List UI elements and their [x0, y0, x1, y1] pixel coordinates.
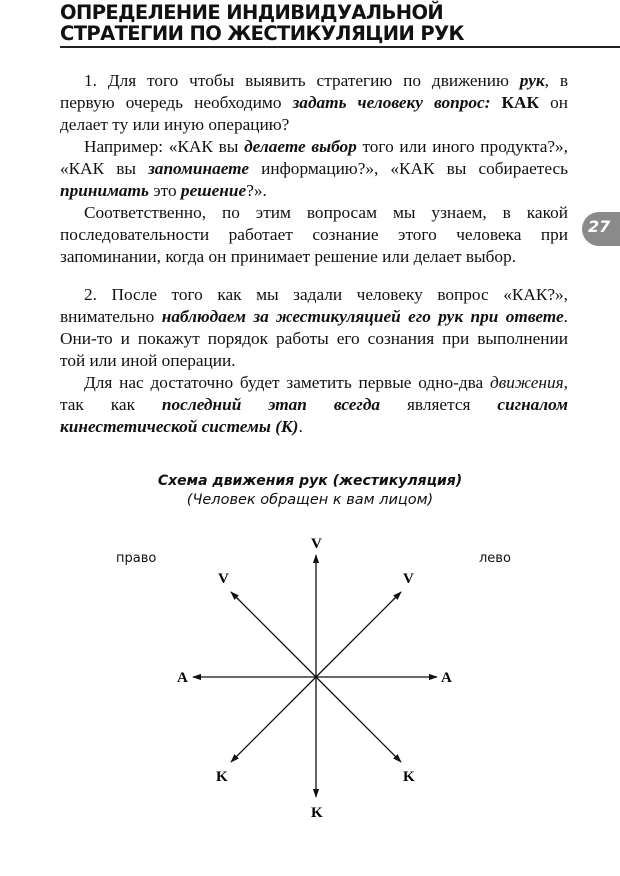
arrow-up-right	[316, 592, 401, 677]
header-title-line-1: ОПРЕДЕЛЕНИЕ ИНДИВИДУАЛЬНОЙ	[60, 1, 444, 24]
text-run: он делает ту или иную операцию?	[60, 93, 568, 134]
label-visual-up: V	[311, 536, 322, 552]
emphasis-run: принимать	[60, 181, 149, 200]
emphasis-run: запоминаете	[148, 159, 250, 178]
emphasis-run: сигналом кинестетической системы (К)	[60, 395, 568, 436]
label-visual-up-right: V	[403, 571, 414, 587]
text-run: Соответственно, по этим вопросам мы узнаем, в какой последовательности работает сознание этого человека при запоминании, когда он принимает решение или делает выбор.	[60, 203, 568, 266]
label-kinesthetic-down: K	[311, 805, 323, 821]
arrow-down-right	[316, 677, 401, 762]
text-run: ?».	[246, 181, 267, 200]
text-run: информацию?», «КАК вы собираетесь	[249, 159, 568, 178]
label-kinesthetic-down-right: K	[403, 769, 415, 785]
emphasis-run: рук	[519, 71, 545, 90]
label-visual-up-left: V	[218, 571, 229, 587]
text-run: это	[148, 181, 181, 200]
text-run: является	[380, 395, 498, 414]
text-run: 1. Для того чтобы выявить стратегию по движению	[84, 71, 520, 90]
text-run: того или иного продукта?», «КАК вы	[60, 137, 569, 178]
label-auditory-right: A	[441, 670, 452, 686]
emphasis-run: задать человеку вопрос:	[292, 93, 491, 112]
text-run: , так как	[60, 373, 568, 414]
page-number: 27	[588, 217, 611, 236]
text-run: .	[298, 417, 303, 436]
label-left-side: лево	[479, 551, 511, 566]
emphasis-run: КАК	[501, 93, 540, 112]
label-auditory-left: A	[177, 670, 188, 686]
arrow-up-left	[231, 592, 316, 677]
emphasis-run: делаете выбор	[244, 137, 357, 156]
diagram-subtitle: (Человек обращен к вам лицом)	[186, 492, 434, 508]
emphasis-run: наблюдаем за жестикуляцией его рук при ответе	[161, 307, 564, 326]
emphasis-run: движения	[490, 373, 564, 392]
arrow-down-left	[231, 677, 316, 762]
text-run: 2. После того как мы задали человеку вопрос «КАК?», внимательно	[60, 285, 568, 326]
text-run: , в первую очередь необходимо	[60, 71, 568, 112]
emphasis-run: решение	[180, 181, 247, 200]
text-run: Например: «КАК вы	[84, 137, 245, 156]
header-title-line-2: СТРАТЕГИИ ПО ЖЕСТИКУЛЯЦИИ РУК	[60, 22, 464, 45]
label-right-side: право	[116, 551, 157, 566]
label-kinesthetic-down-left: K	[216, 769, 228, 785]
emphasis-run: последний этап всегда	[161, 395, 381, 414]
text-run: . Они-то и покажут порядок работы его сознания при выполнении той или иной операции.	[60, 307, 568, 370]
diagram-title: Схема движения рук (жестикуляция)	[157, 473, 463, 489]
text-run: Для нас достаточно будет заметить первые одно-два	[84, 373, 491, 392]
